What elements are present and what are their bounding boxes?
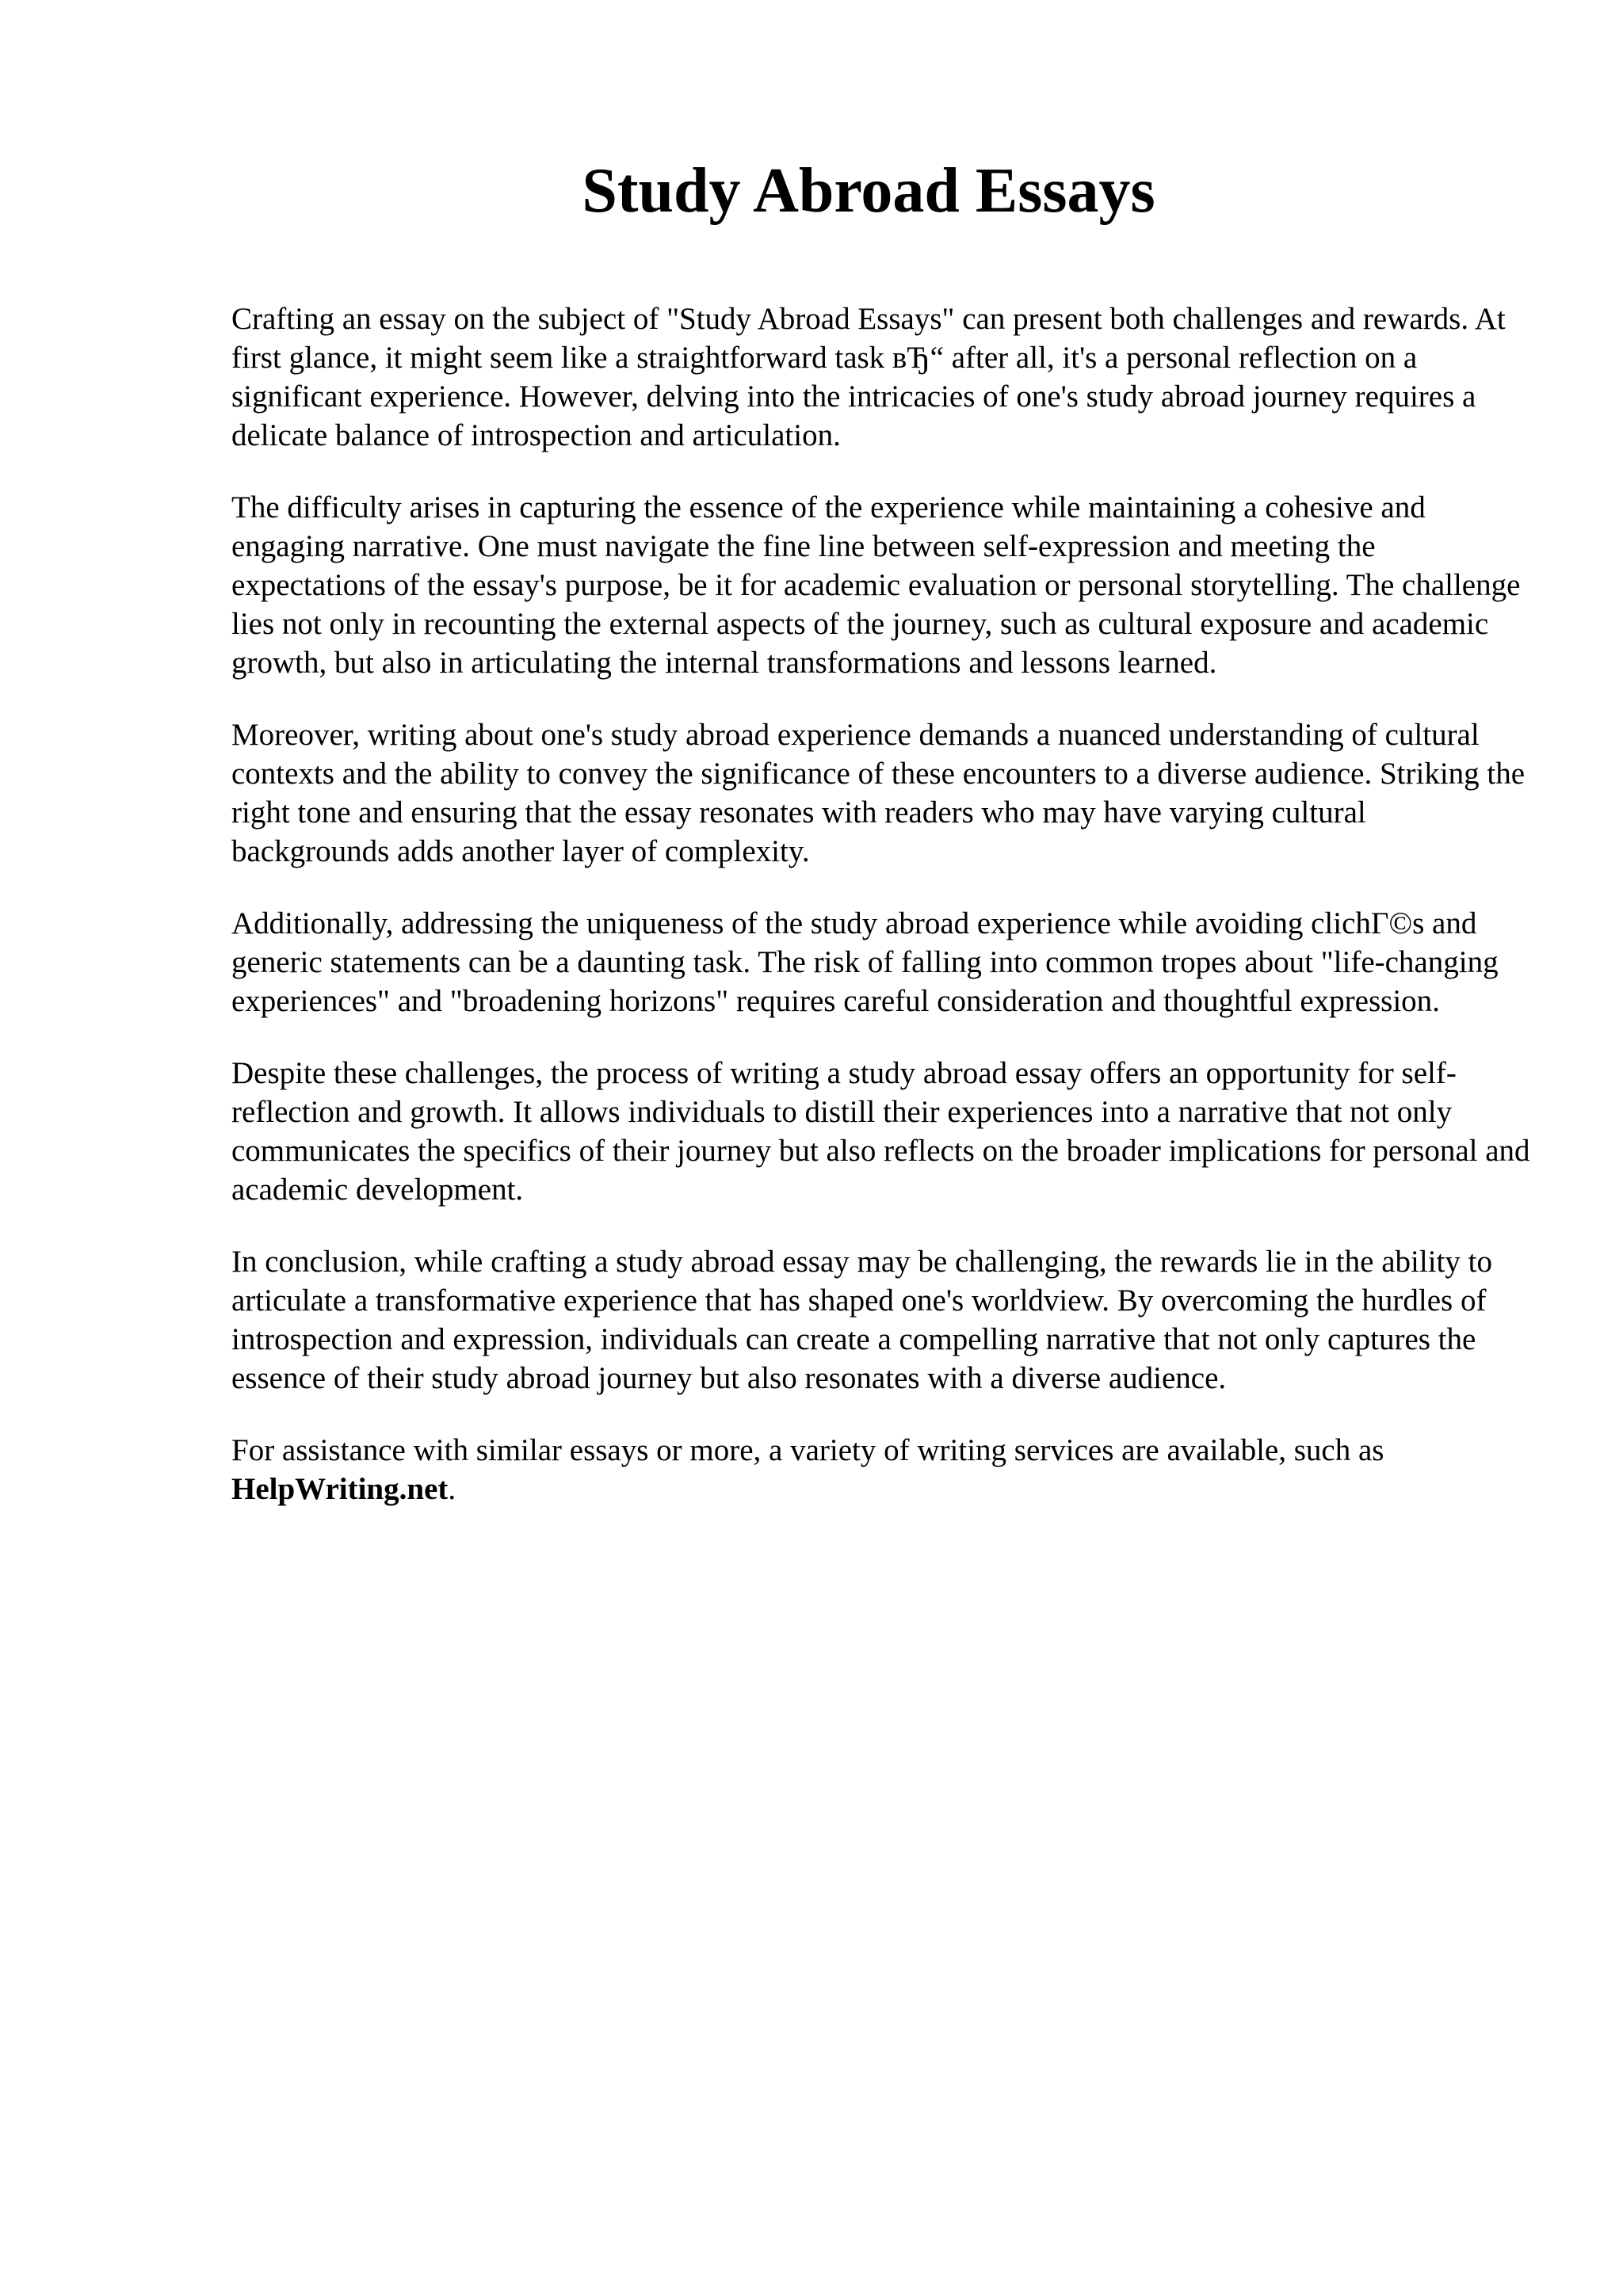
paragraph-1: Crafting an essay on the subject of "Study Abroad Essays" can present both challenges and rewards. At first glance, it might seem like a straightforward task вЂ“ after all, it's a personal reflection on a significant experience. However, delving into the intricacies of one's study abroad journey requires a delicate balance of introspection and articulation. (231, 302, 1506, 452)
essay-body (231, 299, 1531, 1508)
helpwriting-link[interactable]: HelpWriting.net (231, 1472, 449, 1506)
paragraph-6: In conclusion, while crafting a study abroad essay may be challenging, the rewards lie in the ability to articulate a transformative experience that has shaped one's worldview. By overcoming the hurdles of introspection and expression, individuals can create a compelling narrative that not only captures the essence of their study abroad journey but also resonates with a diverse audience. (231, 1245, 1492, 1395)
closing-period: . (448, 1472, 456, 1506)
page-title: Study Abroad Essays (582, 156, 1155, 226)
paragraph-5: Despite these challenges, the process of writing a study abroad essay offers an opportunity for self-reflection and growth. It allows individuals to distill their experiences into a narrative that not only communicates the specifics of their journey but also reflects on the broader implications for personal and academic development. (231, 1056, 1530, 1207)
closing-text: For assistance with similar essays or more, a variety of writing services are available, such as (231, 1433, 1384, 1467)
closing-paragraph (231, 1431, 1531, 1508)
paragraph-2: The difficulty arises in capturing the essence of the experience while maintaining a cohesive and engaging narrative. One must navigate the fine line between self-expression and meeting the expectations of the essay's purpose, be it for academic evaluation or personal storytelling. The challenge lies not only in recounting the external aspects of the journey, such as cultural exposure and academic growth, but also in articulating the internal transformations and lessons learned. (231, 490, 1521, 680)
paragraph-4: Additionally, addressing the uniqueness of the study abroad experience while avoiding clichГ©s and generic statements can be a daunting task. The risk of falling into common tropes about "life-changing experiences" and "broadening horizons" requires careful consideration and thoughtful expression. (231, 906, 1499, 1018)
paragraph-3: Moreover, writing about one's study abroad experience demands a nuanced understanding of cultural contexts and the ability to convey the significance of these encounters to a diverse audience. Striking the right tone and ensuring that the essay resonates with readers who may have varying cultural backgrounds adds another layer of complexity. (231, 718, 1526, 868)
